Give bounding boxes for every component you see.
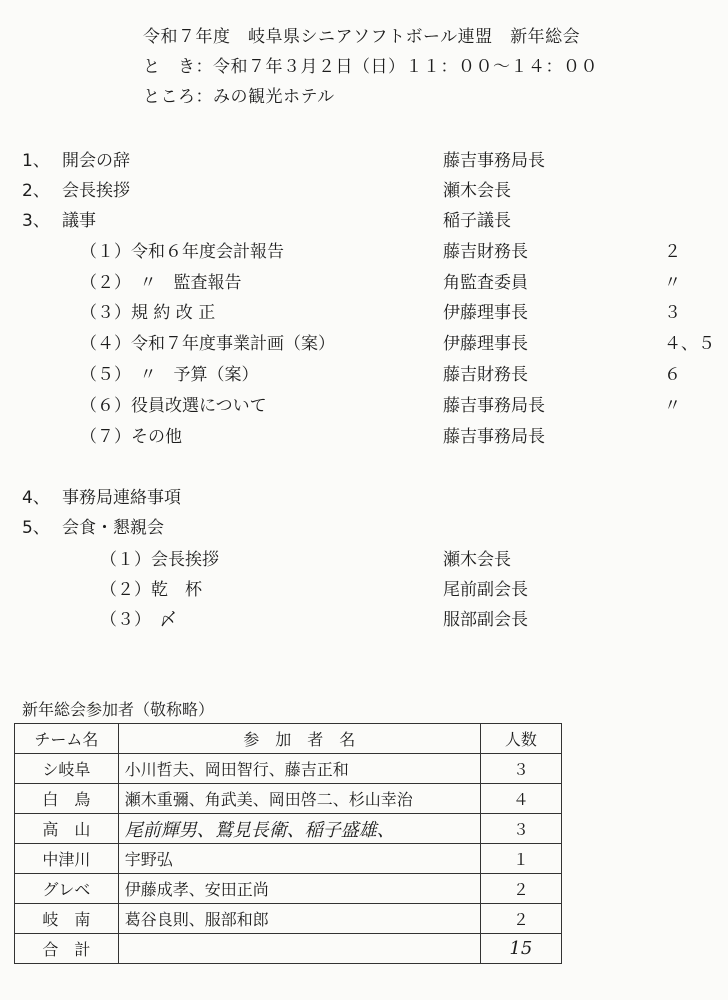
agenda-person: 伊藤理事長 [443, 334, 528, 354]
names-cell: 小川哲夫、岡田智行、藤吉正和 [118, 754, 480, 784]
total-count-cell: 15 [480, 934, 561, 964]
names-cell: 瀬木重彌、角武美、岡田啓二、杉山幸治 [118, 784, 480, 814]
document-title: 令和７年度 岐阜県シニアソフトボール連盟 新年総会 [143, 27, 581, 47]
total-row [15, 934, 562, 964]
agenda-person: 服部副会長 [443, 610, 528, 630]
agenda-label: 事務局連絡事項 [62, 488, 181, 508]
agenda-item [0, 206, 728, 232]
agenda-label: （１）会長挨拶 [100, 550, 219, 570]
agenda-person: 藤吉事務局長 [443, 396, 545, 416]
agenda-page-ref: 〃 [664, 273, 681, 293]
meeting-datetime: と き：令和７年３月２日（日）１１：００～１４：００ [143, 57, 598, 77]
count-cell: ３ [480, 754, 561, 784]
agenda-person: 藤吉財務長 [443, 242, 528, 262]
agenda-label: （４）令和７年度事業計画（案） [80, 334, 335, 354]
agenda-person: 伊藤理事長 [443, 303, 528, 323]
total-names-cell [118, 934, 480, 964]
agenda-label: （３） 〆 [100, 610, 177, 630]
names-cell: 宇野弘 [118, 844, 480, 874]
agenda-subitem [0, 605, 728, 631]
table-row [15, 784, 562, 814]
agenda-subitem [0, 237, 728, 263]
agenda-number: 4、 [22, 488, 50, 508]
agenda-label: 会長挨拶 [62, 181, 130, 201]
team-cell: 中津川 [15, 844, 119, 874]
handwritten-names-cell: 尾前輝男、鷲見長衛、稲子盛雄、 [118, 814, 480, 844]
agenda-label: （２）乾 杯 [100, 580, 202, 600]
agenda-person: 稲子議長 [443, 211, 511, 231]
header-team: チーム名 [15, 724, 119, 754]
agenda-label: 議事 [62, 211, 96, 231]
team-cell: 岐 南 [15, 904, 119, 934]
agenda-label: （１）令和６年度会計報告 [80, 242, 284, 262]
agenda-label: （６）役員改選について [80, 396, 267, 416]
agenda-number: 5、 [22, 518, 50, 538]
table-row [15, 874, 562, 904]
agenda-item [0, 146, 728, 172]
team-cell: シ岐阜 [15, 754, 119, 784]
agenda-label: （３）規 約 改 正 [80, 303, 216, 323]
agenda-subitem [0, 391, 728, 417]
agenda-subitem [0, 545, 728, 571]
count-cell: ４ [480, 784, 561, 814]
team-cell: 高 山 [15, 814, 119, 844]
agenda-subitem [0, 329, 728, 355]
agenda-label: （２） 〃 監査報告 [80, 273, 242, 293]
table-header-row [15, 724, 562, 754]
agenda-person: 藤吉事務局長 [443, 427, 545, 447]
table-row [15, 844, 562, 874]
agenda-page-ref: ２ [664, 242, 681, 262]
agenda-person: 尾前副会長 [443, 580, 528, 600]
count-cell: １ [480, 844, 561, 874]
agenda-person: 藤吉財務長 [443, 365, 528, 385]
header-count: 人数 [480, 724, 561, 754]
agenda-subitem [0, 422, 728, 448]
agenda-label: （５） 〃 予算（案） [80, 365, 259, 385]
agenda-item [0, 483, 728, 509]
header-names: 参 加 者 名 [118, 724, 480, 754]
agenda-page-ref: ４、５ [664, 334, 715, 354]
agenda-number: 1、 [22, 151, 50, 171]
agenda-item [0, 513, 728, 539]
total-label-cell: 合 計 [15, 934, 119, 964]
agenda-person: 瀬木会長 [443, 550, 511, 570]
team-cell: 白 鳥 [15, 784, 119, 814]
agenda-subitem [0, 268, 728, 294]
table-row [15, 754, 562, 784]
agenda-label: 開会の辞 [62, 151, 130, 171]
names-cell: 伊藤成孝、安田正尚 [118, 874, 480, 904]
agenda-page-ref: ６ [664, 365, 681, 385]
participants-table [14, 723, 562, 964]
agenda-page-ref: 〃 [664, 396, 681, 416]
agenda-person: 角監査委員 [443, 273, 528, 293]
agenda-number: 3、 [22, 211, 50, 231]
agenda-subitem [0, 298, 728, 324]
agenda-subitem [0, 360, 728, 386]
participants-title: 新年総会参加者（敬称略） [22, 700, 215, 719]
agenda-label: （７）その他 [80, 427, 182, 447]
table-row [15, 904, 562, 934]
agenda-number: 2、 [22, 181, 50, 201]
names-cell: 葛谷良則、服部和郎 [118, 904, 480, 934]
table-row [15, 814, 562, 844]
agenda-person: 藤吉事務局長 [443, 151, 545, 171]
count-cell: ３ [480, 814, 561, 844]
count-cell: ２ [480, 874, 561, 904]
agenda-item [0, 176, 728, 202]
meeting-place: ところ：みの観光ホテル [143, 87, 335, 107]
agenda-label: 会食・懇親会 [62, 518, 164, 538]
agenda-person: 瀬木会長 [443, 181, 511, 201]
team-cell: グレベ [15, 874, 119, 904]
agenda-subitem [0, 575, 728, 601]
count-cell: ２ [480, 904, 561, 934]
agenda-page-ref: ３ [664, 303, 681, 323]
